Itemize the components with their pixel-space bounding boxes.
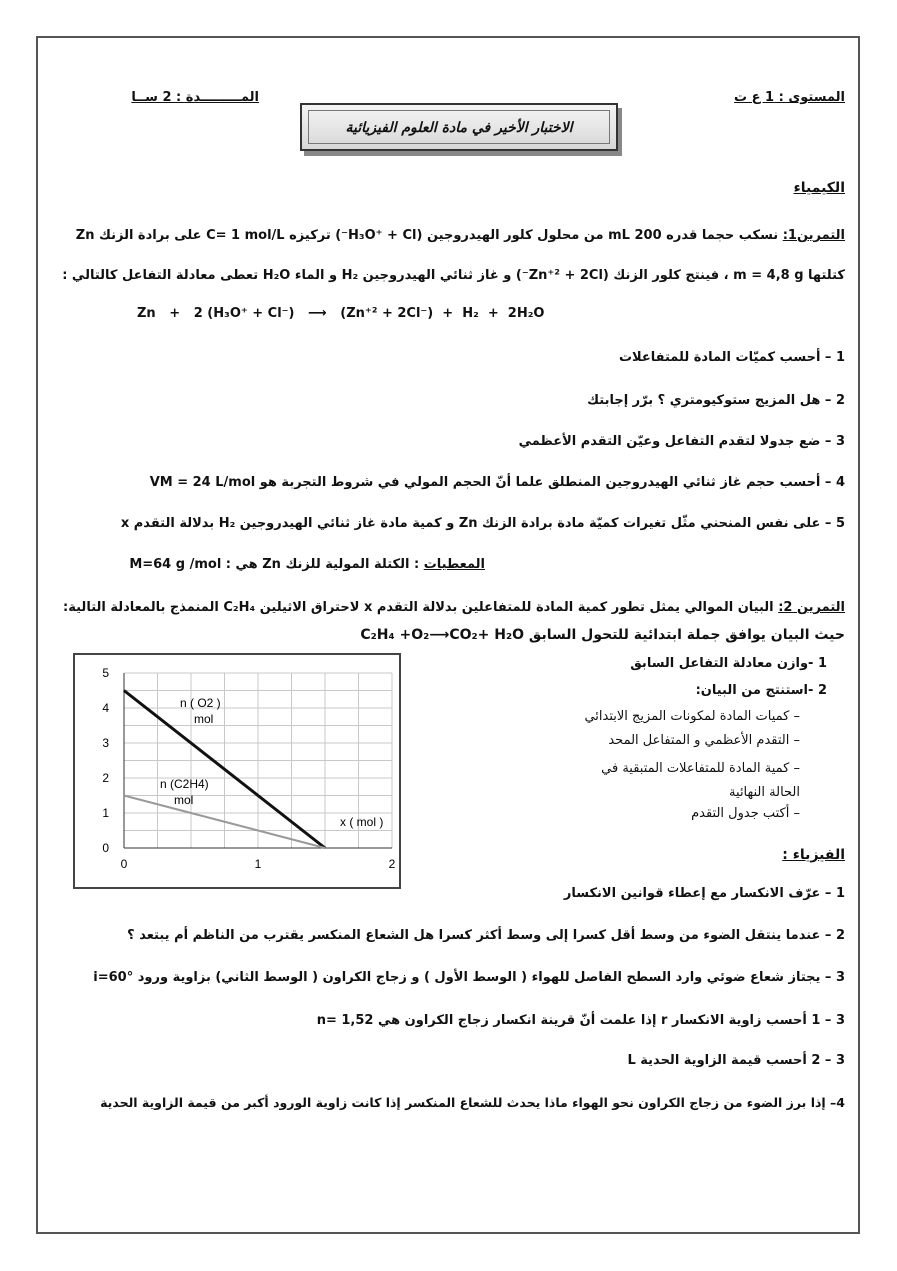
phys-q1: 1 – عرّف الانكسار مع إعطاء قوانين الانكسار bbox=[563, 886, 845, 901]
ex2-q2: 2 -استنتج من البيان: bbox=[695, 683, 827, 698]
x-tick-label: 0 bbox=[120, 857, 128, 871]
ex1-q4: 4 – أحسب حجم غاز ثنائي الهيدروجين المنطلق علما أنّ الحجم المولي في شروط التجربة هو VM = 24 L/mol bbox=[149, 475, 845, 490]
x-axis-label: x ( mol ) bbox=[340, 815, 384, 829]
ex1-line1 bbox=[76, 228, 845, 243]
chart-frame bbox=[73, 653, 401, 889]
y-tick-label: 3 bbox=[102, 736, 109, 750]
y-tick-label: 4 bbox=[102, 701, 109, 715]
phys-q3-2: 3 – 2 أحسب قيمة الزاوية الحدية L bbox=[627, 1053, 845, 1068]
series-label-c2h4: n (C2H4) bbox=[160, 777, 209, 791]
ex2-text: البيان الموالي يمثل تطور كمية المادة للمتفاعلين بدلالة التقدم x لاحتراق الاثيلين C₂H₄ المنمذج بالمعادلة التالية: bbox=[63, 600, 774, 615]
ex2-sub3: – كمية المادة للمتفاعلات المتبقية في الحالة النهائية bbox=[601, 761, 800, 800]
ex1-q1: 1 – أحسب كميّات المادة للمتفاعلات bbox=[618, 350, 845, 365]
ex2-sub2: – التقدم الأعظمي و المتفاعل المحد bbox=[608, 733, 800, 748]
y-tick-label: 0 bbox=[102, 841, 109, 855]
exam-title: الاختبار الأخير في مادة العلوم الفيزيائية bbox=[345, 120, 573, 136]
series-label-c2h4-unit: mol bbox=[174, 793, 194, 807]
ex1-text: نسكب حجما قدره 200 mL من محلول كلور الهيدروجين (H₃O⁺ + Cl⁻) تركيزه C= 1 mol/L على برادة الزنك Zn bbox=[75, 228, 779, 243]
ex2-line2: C₂H₄ +O₂⟶CO₂+ H₂O حيث البيان يوافق جملة ابتدائية للتحول السابق bbox=[360, 627, 845, 643]
chemistry-title: الكيمياء bbox=[793, 180, 845, 196]
y-tick-label: 5 bbox=[102, 666, 109, 680]
ex1-q3: 3 – ضع جدولا لتقدم التفاعل وعيّن التقدم الأعظمي bbox=[518, 434, 845, 449]
series-label-o2-unit: mol bbox=[194, 712, 214, 726]
duration-label: المـــــــــدة : 2 ســا bbox=[131, 90, 259, 105]
ex1-given bbox=[129, 557, 485, 572]
ex1-q5: 5 – على نفس المنحني مثّل تغيرات كميّة مادة برادة الزنك Zn و كمية مادة غاز ثنائي الهيدروجين H₂ بدلالة التقدم x bbox=[120, 516, 845, 531]
phys-q2: 2 – عندما ينتقل الضوء من وسط أقل كسرا إلى وسط أكثر كسرا هل الشعاع المنكسر يقترب من الناظم أم يبتعد ؟ bbox=[127, 928, 845, 943]
phys-q3-1: 3 – 1 أحسب زاوية الانكسار r إذا علمت أنّ قرينة انكسار زجاج الكراون هي n= 1,52 bbox=[316, 1013, 845, 1028]
x-tick-label: 2 bbox=[388, 857, 396, 871]
y-tick-label: 1 bbox=[102, 806, 109, 820]
ex1-q2: 2 – هل المزيج ستوكيومتري ؟ برّر إجابتك bbox=[587, 393, 845, 408]
x-tick-label: 1 bbox=[254, 857, 262, 871]
phys-q3: 3 – يجتاز شعاع ضوئي وارد السطح الفاصل للهواء ( الوسط الأول ) و زجاج الكراون ( الوسط الثاني) بزاوية ورود i=60° bbox=[93, 970, 845, 985]
ex2-sub1: – كميات المادة لمكونات المزيج الابتدائي bbox=[584, 709, 800, 724]
physics-title: الفيزياء : bbox=[782, 847, 845, 863]
ex2-q1: 1 -وازن معادلة التفاعل السابق bbox=[630, 656, 827, 671]
ex2-sub4: – أكتب جدول التقدم bbox=[691, 806, 800, 821]
ex2-label: التمرين 2: bbox=[778, 600, 845, 615]
given-label: المعطيات bbox=[423, 557, 485, 572]
given-text: : الكتلة المولية للزنك Zn هي : M=64 g /mol bbox=[129, 557, 420, 572]
amount-vs-advancement-chart bbox=[75, 655, 399, 887]
y-tick-label: 2 bbox=[102, 771, 109, 785]
title-banner bbox=[300, 103, 618, 151]
ex1-label: التمرين1: bbox=[782, 228, 845, 243]
series-label-o2: n ( O2 ) bbox=[180, 696, 221, 710]
ex2-line1 bbox=[63, 600, 845, 615]
phys-q4: 4– إذا برز الضوء من زجاج الكراون نحو الهواء ماذا يحدث للشعاع المنكسر إذا كانت زاوية الورود أكبر من قيمة الزاوية الحدية bbox=[100, 1095, 845, 1110]
ex1-line2: كتلتها m = 4,8 g ، فينتج كلور الزنك (Zn⁺² + 2Cl⁻) و غاز ثنائي الهيدروجين H₂ و الماء H₂O تعطى معادلة التفاعل كالتالي : bbox=[62, 268, 845, 283]
level-label: المستوى : 1 ع ت bbox=[734, 90, 845, 105]
reaction-equation: Zn + 2 (H₃O⁺ + Cl⁻) ⟶ (Zn⁺² + 2Cl⁻) + H₂ + 2H₂O bbox=[137, 306, 545, 321]
